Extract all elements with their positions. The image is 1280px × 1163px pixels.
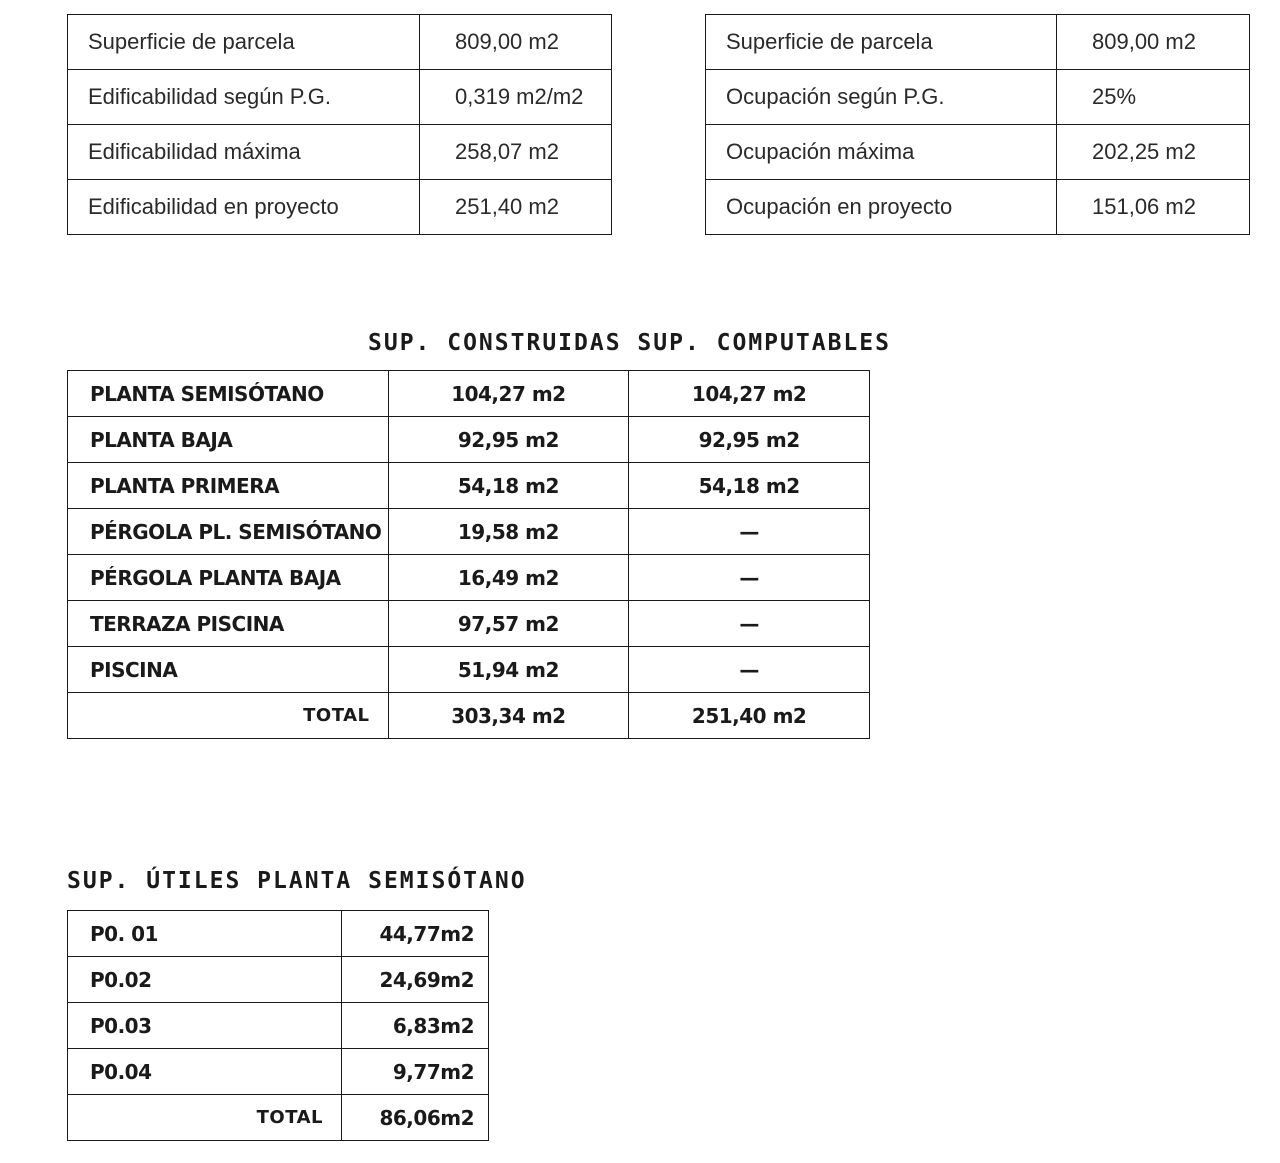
row-label: Ocupación según P.G. bbox=[706, 70, 1057, 125]
total-label: TOTAL bbox=[68, 693, 389, 739]
row-label: Superficie de parcela bbox=[706, 15, 1057, 70]
total-construida: 303,34 m2 bbox=[388, 693, 629, 739]
total-computable: 251,40 m2 bbox=[629, 693, 870, 739]
row-label: TERRAZA PISCINA bbox=[68, 601, 389, 647]
row-value: 202,25 m2 bbox=[1057, 125, 1250, 180]
row-label: PLANTA PRIMERA bbox=[68, 463, 389, 509]
total-value: 86,06m2 bbox=[342, 1095, 489, 1141]
construida-value: 54,18 m2 bbox=[388, 463, 629, 509]
table-row bbox=[68, 957, 489, 1003]
table-row bbox=[68, 417, 870, 463]
computable-value: 92,95 m2 bbox=[629, 417, 870, 463]
row-value: 0,319 m2/m2 bbox=[420, 70, 612, 125]
table-row bbox=[706, 15, 1250, 70]
row-label: Superficie de parcela bbox=[68, 15, 420, 70]
row-label: Edificabilidad en proyecto bbox=[68, 180, 420, 235]
total-row bbox=[68, 693, 870, 739]
computable-value: — bbox=[629, 509, 870, 555]
row-value: 258,07 m2 bbox=[420, 125, 612, 180]
computable-value: 104,27 m2 bbox=[629, 371, 870, 417]
table-row bbox=[68, 15, 612, 70]
edificabilidad-table bbox=[67, 14, 612, 235]
table-row bbox=[68, 1049, 489, 1095]
table-row bbox=[68, 911, 489, 957]
row-label: P0.02 bbox=[68, 957, 342, 1003]
row-value: 24,69m2 bbox=[342, 957, 489, 1003]
construida-value: 92,95 m2 bbox=[388, 417, 629, 463]
row-value: 151,06 m2 bbox=[1057, 180, 1250, 235]
utiles-heading: SUP. ÚTILES PLANTA SEMISÓTANO bbox=[67, 868, 527, 894]
table-row bbox=[68, 509, 870, 555]
table-row bbox=[706, 180, 1250, 235]
table-row bbox=[68, 463, 870, 509]
row-value: 809,00 m2 bbox=[1057, 15, 1250, 70]
row-label: Ocupación en proyecto bbox=[706, 180, 1057, 235]
utiles-table bbox=[67, 910, 489, 1141]
row-value: 6,83m2 bbox=[342, 1003, 489, 1049]
row-label: PISCINA bbox=[68, 647, 389, 693]
row-value: 809,00 m2 bbox=[420, 15, 612, 70]
table-row bbox=[68, 647, 870, 693]
row-label: Edificabilidad según P.G. bbox=[68, 70, 420, 125]
table-row bbox=[68, 180, 612, 235]
computable-value: — bbox=[629, 601, 870, 647]
row-label: PÉRGOLA PLANTA BAJA bbox=[68, 555, 389, 601]
computable-value: — bbox=[629, 555, 870, 601]
row-value: 25% bbox=[1057, 70, 1250, 125]
table-row bbox=[68, 125, 612, 180]
row-label: Edificabilidad máxima bbox=[68, 125, 420, 180]
construida-value: 97,57 m2 bbox=[388, 601, 629, 647]
table-row bbox=[706, 125, 1250, 180]
table-row bbox=[68, 70, 612, 125]
ocupacion-table bbox=[705, 14, 1250, 235]
row-value: 251,40 m2 bbox=[420, 180, 612, 235]
superficies-table bbox=[67, 370, 870, 739]
table-row bbox=[68, 601, 870, 647]
computable-value: 54,18 m2 bbox=[629, 463, 870, 509]
construida-value: 51,94 m2 bbox=[388, 647, 629, 693]
row-label: PLANTA BAJA bbox=[68, 417, 389, 463]
total-label: TOTAL bbox=[68, 1095, 342, 1141]
row-label: PÉRGOLA PL. SEMISÓTANO bbox=[68, 509, 389, 555]
computable-value: — bbox=[629, 647, 870, 693]
row-label: P0.03 bbox=[68, 1003, 342, 1049]
total-row bbox=[68, 1095, 489, 1141]
table-row bbox=[68, 1003, 489, 1049]
construida-value: 16,49 m2 bbox=[388, 555, 629, 601]
row-label: P0.04 bbox=[68, 1049, 342, 1095]
table-row bbox=[706, 70, 1250, 125]
table-row bbox=[68, 371, 870, 417]
row-label: PLANTA SEMISÓTANO bbox=[68, 371, 389, 417]
table-row bbox=[68, 555, 870, 601]
row-label: P0. 01 bbox=[68, 911, 342, 957]
row-value: 9,77m2 bbox=[342, 1049, 489, 1095]
construida-value: 104,27 m2 bbox=[388, 371, 629, 417]
construida-value: 19,58 m2 bbox=[388, 509, 629, 555]
row-label: Ocupación máxima bbox=[706, 125, 1057, 180]
superficies-heading: SUP. CONSTRUIDAS SUP. COMPUTABLES bbox=[368, 330, 891, 356]
row-value: 44,77m2 bbox=[342, 911, 489, 957]
